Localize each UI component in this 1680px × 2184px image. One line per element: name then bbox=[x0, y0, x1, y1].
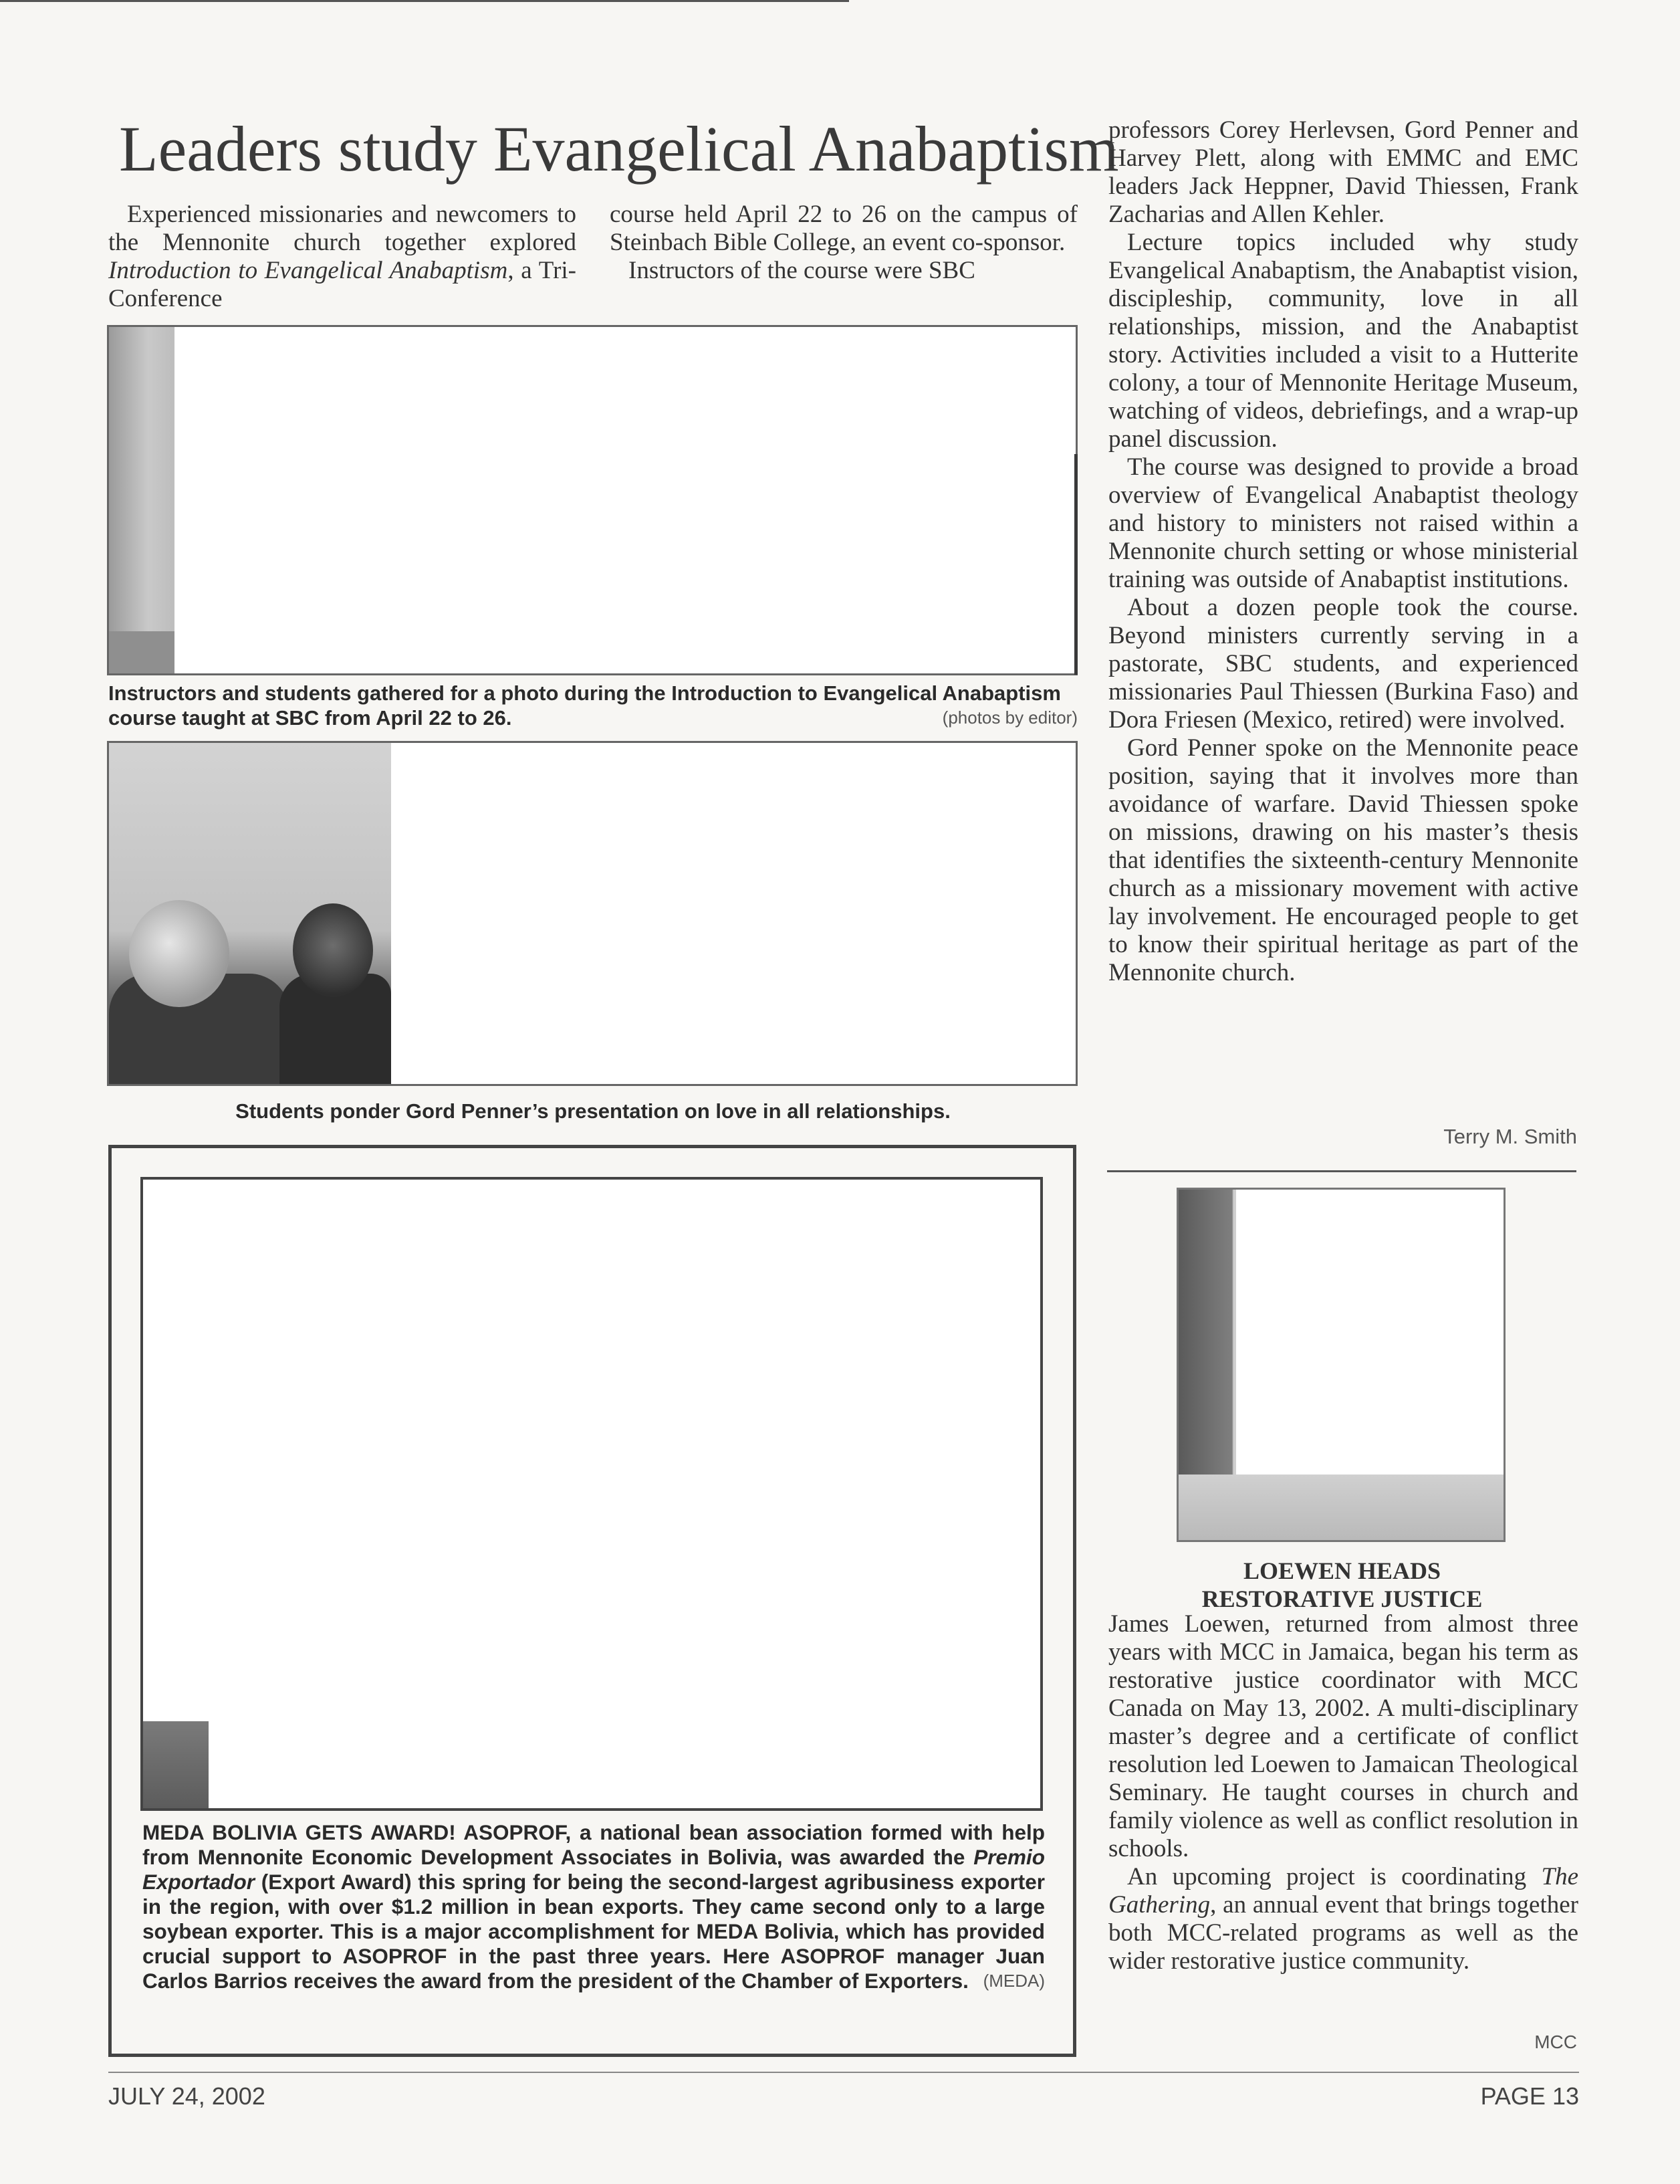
meda-photo-corner bbox=[143, 1721, 209, 1808]
meda-credit: (MEDA) bbox=[983, 1971, 1045, 1991]
article-column-1 bbox=[108, 201, 576, 313]
loewen-portrait bbox=[1177, 1188, 1506, 1542]
article-col1-paragraph bbox=[108, 201, 576, 313]
loewen-paragraph-2 bbox=[1108, 1863, 1578, 1975]
loewen-portrait-face bbox=[1236, 1190, 1504, 1475]
loewen-paragraph-2-text-a: An upcoming project is coordinating bbox=[1127, 1863, 1542, 1890]
footer-page-number: PAGE 13 bbox=[1480, 2082, 1579, 2110]
group-photo-caption bbox=[108, 681, 1078, 730]
meda-caption-text-a: MEDA BOLIVIA GETS AWARD! ASOPROF, a national bean association formed with help from Mennonite Economic Development Associates in Bolivia, was awarded the bbox=[142, 1820, 1045, 1869]
article-col3-paragraph-1: professors Corey Herlevsen, Gord Penner and Harvey Plett, along with EMMC and EMC leaders Jack Heppner, David Thiessen, Frank Zacharias and Allen Kehler. bbox=[1108, 116, 1578, 228]
article-author: Terry M. Smith bbox=[1443, 1125, 1577, 1148]
group-photo-credit: (photos by editor) bbox=[942, 707, 1078, 728]
top-edge-rule bbox=[0, 0, 849, 2]
loewen-headline-line-2: RESTORATIVE JUSTICE bbox=[1201, 1586, 1483, 1612]
loewen-headline-line-1: LOEWEN HEADS bbox=[1243, 1557, 1441, 1584]
meda-caption-text-b: (Export Award) this spring for being the second-largest agribusiness exporter in the region, with over $1.2 million in bean exports. They came second only to a large soybean exporter. This is a major accomplishment for MEDA Bolivia, which has provided crucial support to ASOPROF in the past three years. Here ASOPROF manager Juan Carlos Barrios receives the award from the president of the Chamber of Exporters. bbox=[142, 1870, 1045, 1993]
article-col2-paragraph-1: course held April 22 to 26 on the campus of Steinbach Bible College, an event co-sponsor. bbox=[610, 201, 1078, 256]
group-photo-caption-text: Instructors and students gathered for a photo during the Introduction to Evangelical Anabaptism course taught at SBC from April 22 to 26. bbox=[108, 681, 1061, 730]
loewen-paragraph-1: James Loewen, returned from almost three years with MCC in Jamaica, began his term as restorative justice coordinator with MCC Canada on May 13, 2002. A multi-disciplinary master’s degree and a certificate of conflict resolution led Loewen to Jamaican Theological Seminary. He taught courses in church and family violence as well as conflict resolution in schools. bbox=[1108, 1610, 1578, 1862]
group-photo-shadow bbox=[109, 631, 174, 673]
loewen-portrait-shirt bbox=[1179, 1475, 1506, 1542]
article-col3-paragraph-3: The course was designed to provide a broad overview of Evangelical Anabaptist theology and history to ministers not raised within a Mennonite church setting or whose ministerial training was outside of Anabaptist institutions. bbox=[1108, 453, 1578, 593]
article-col3-paragraph-5: Gord Penner spoke on the Mennonite peace position, saying that it involves more than avoidance of warfare. David Thiessen spoke on missions, drawing on his master’s thesis that identifies the sixteenth-century Mennonite church as a missionary movement with active lay involvement. He encouraged people to get to know their spiritual heritage as part of the Mennonite church. bbox=[1108, 734, 1578, 986]
students-photo bbox=[107, 741, 1078, 1086]
event-title-italic: The Gathering bbox=[1108, 1863, 1578, 1919]
article-col3-paragraph-2: Lecture topics included why study Evangelical Anabaptism, the Anabaptist vision, discipleship, community, love in all relationships, mission, and the Anabaptist story. Activities included a visit to a Hutterite colony, a tour of Mennonite Heritage Museum, watching of videos, debriefings, and a wrap-up panel discussion. bbox=[1108, 229, 1578, 453]
article-col1-text-a: Experienced missionaries and newcomers to the Mennonite church together explored bbox=[108, 201, 576, 256]
article-col1-text-b: , a Tri-Conference bbox=[108, 257, 576, 312]
article-col2-paragraph-2: Instructors of the course were SBC bbox=[628, 257, 975, 284]
meda-caption bbox=[142, 1820, 1045, 1993]
article-headline: Leaders study Evangelical Anabaptism bbox=[119, 113, 1119, 185]
meda-award-photo bbox=[140, 1177, 1043, 1811]
group-photo bbox=[107, 325, 1078, 675]
loewen-paragraph-2-text-b: , an annual event that brings together both MCC-related programs as well as the wider restorative justice community. bbox=[1108, 1891, 1578, 1975]
loewen-headline bbox=[1107, 1557, 1577, 1613]
loewen-story bbox=[1108, 1610, 1578, 1975]
article-column-3 bbox=[1108, 116, 1578, 987]
students-photo-caption: Students ponder Gord Penner’s presentation on love in all relationships. bbox=[235, 1099, 951, 1123]
article-column-2 bbox=[610, 201, 1078, 285]
student-head-left bbox=[129, 900, 229, 1007]
group-photo-left-strip bbox=[109, 327, 174, 673]
loewen-credit: MCC bbox=[1534, 2032, 1577, 2052]
group-photo-right-edge bbox=[1074, 454, 1078, 675]
student-head-right bbox=[293, 903, 373, 997]
footer-rule bbox=[108, 2072, 1579, 2073]
students-photo-image bbox=[109, 743, 391, 1084]
section-divider bbox=[1107, 1170, 1576, 1172]
meda-award-name: Premio Exportador bbox=[142, 1845, 1045, 1894]
footer-date: JULY 24, 2002 bbox=[108, 2082, 265, 2110]
article-col3-paragraph-4: About a dozen people took the course. Beyond ministers currently serving in a pastorate, SBC students, and experienced missionaries Paul Thiessen (Burkina Faso) and Dora Friesen (Mexico, retired) were involved. bbox=[1108, 594, 1578, 734]
course-title-italic: Introduction to Evangelical Anabaptism bbox=[108, 257, 508, 284]
